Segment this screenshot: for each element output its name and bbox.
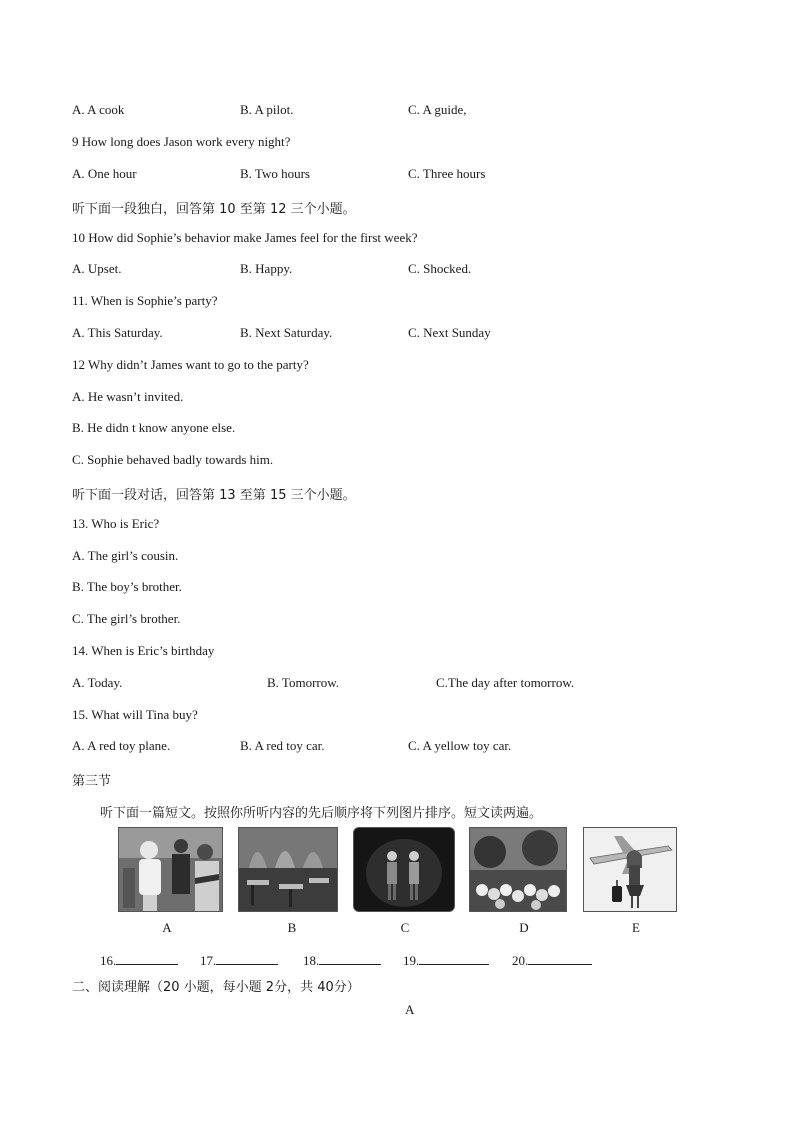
q13-option-b: B. The boy’s brother. [72,579,182,594]
blank-line [319,951,381,965]
picture-b-restaurant [238,827,338,912]
q9-option-b: B. Two hours [240,166,310,181]
q14-option-b: B. Tomorrow. [267,675,340,690]
q15-question: 15. What will Tina buy? [72,707,198,722]
picture-label-d: D [519,920,529,935]
q11-question: 11. When is Sophie’s party? [72,293,218,308]
q15-option-a: A. A red toy plane. [72,738,171,753]
blank-line [216,951,278,965]
q13-option-a: A. The girl’s cousin. [72,548,179,563]
picture-c-two-figures [353,827,455,912]
answer-blank-number: 16. [100,953,117,968]
picture-a-robot-people [118,827,223,912]
picture-e-girl-airplane [583,827,677,912]
picture-label-b: B [287,920,297,935]
q15-option-b: B. A red toy car. [240,738,325,753]
q12-option-a: A. He wasn’t invited. [72,389,184,404]
q13-option-c: C. The girl’s brother. [72,611,181,626]
section-intro-dialogue: 听下面一段对话，回答第 13 至第 15 三个小题。 [72,488,356,503]
q14-question: 14. When is Eric’s birthday [72,643,215,658]
q12-option-c: C. Sophie behaved badly towards him. [72,452,274,467]
passage-label: A [405,1002,415,1017]
picture-label-e: E [632,920,640,935]
reading-section-heading: 二、阅读理解（20 小题，每小题 2分，共 40分） [72,980,360,995]
q9-option-c: C. Three hours [408,166,486,181]
answer-blank-16[interactable] [100,951,178,969]
answer-blank-19[interactable] [403,951,489,969]
answer-blank-number: 19. [403,953,420,968]
q9-question: 9 How long does Jason work every night? [72,134,291,149]
q10-option-c: C. Shocked. [408,261,472,276]
part3-instruction: 听下面一篇短文。按照你所听内容的先后顺序将下列图片排序。短文读两遍。 [100,806,543,821]
picture-label-c: C [400,920,410,935]
q8-option-c: C. A guide, [408,102,467,117]
answer-blank-18[interactable] [303,951,381,969]
q8-option-a: A. A cook [72,102,125,117]
q11-option-a: A. This Saturday. [72,325,163,340]
blank-line [528,951,592,965]
q11-option-c: C. Next Sunday [408,325,491,340]
q13-question: 13. Who is Eric? [72,516,160,531]
blank-line [419,951,489,965]
answer-blank-17[interactable] [200,951,278,969]
blank-line [116,951,178,965]
part3-heading: 第三节 [72,774,112,789]
section-intro-monologue: 听下面一段独白，回答第 10 至第 12 三个小题。 [72,202,356,217]
answer-blank-number: 18. [303,953,320,968]
answer-blank-number: 20. [512,953,529,968]
answer-blank-number: 17. [200,953,217,968]
q14-option-c: C.The day after tomorrow. [436,675,575,690]
picture-d-garden-flowers [469,827,567,912]
picture-label-a: A [162,920,172,935]
q15-option-c: C. A yellow toy car. [408,738,512,753]
q14-option-a: A. Today. [72,675,123,690]
q12-option-b: B. He didn t know anyone else. [72,420,236,435]
q11-option-b: B. Next Saturday. [240,325,333,340]
q10-option-a: A. Upset. [72,261,122,276]
q12-question: 12 Why didn’t James want to go to the party? [72,357,309,372]
q9-option-a: A. One hour [72,166,137,181]
q10-question: 10 How did Sophie’s behavior make James feel for the first week? [72,230,418,245]
q8-option-b: B. A pilot. [240,102,294,117]
q10-option-b: B. Happy. [240,261,293,276]
answer-blank-20[interactable] [512,951,592,969]
